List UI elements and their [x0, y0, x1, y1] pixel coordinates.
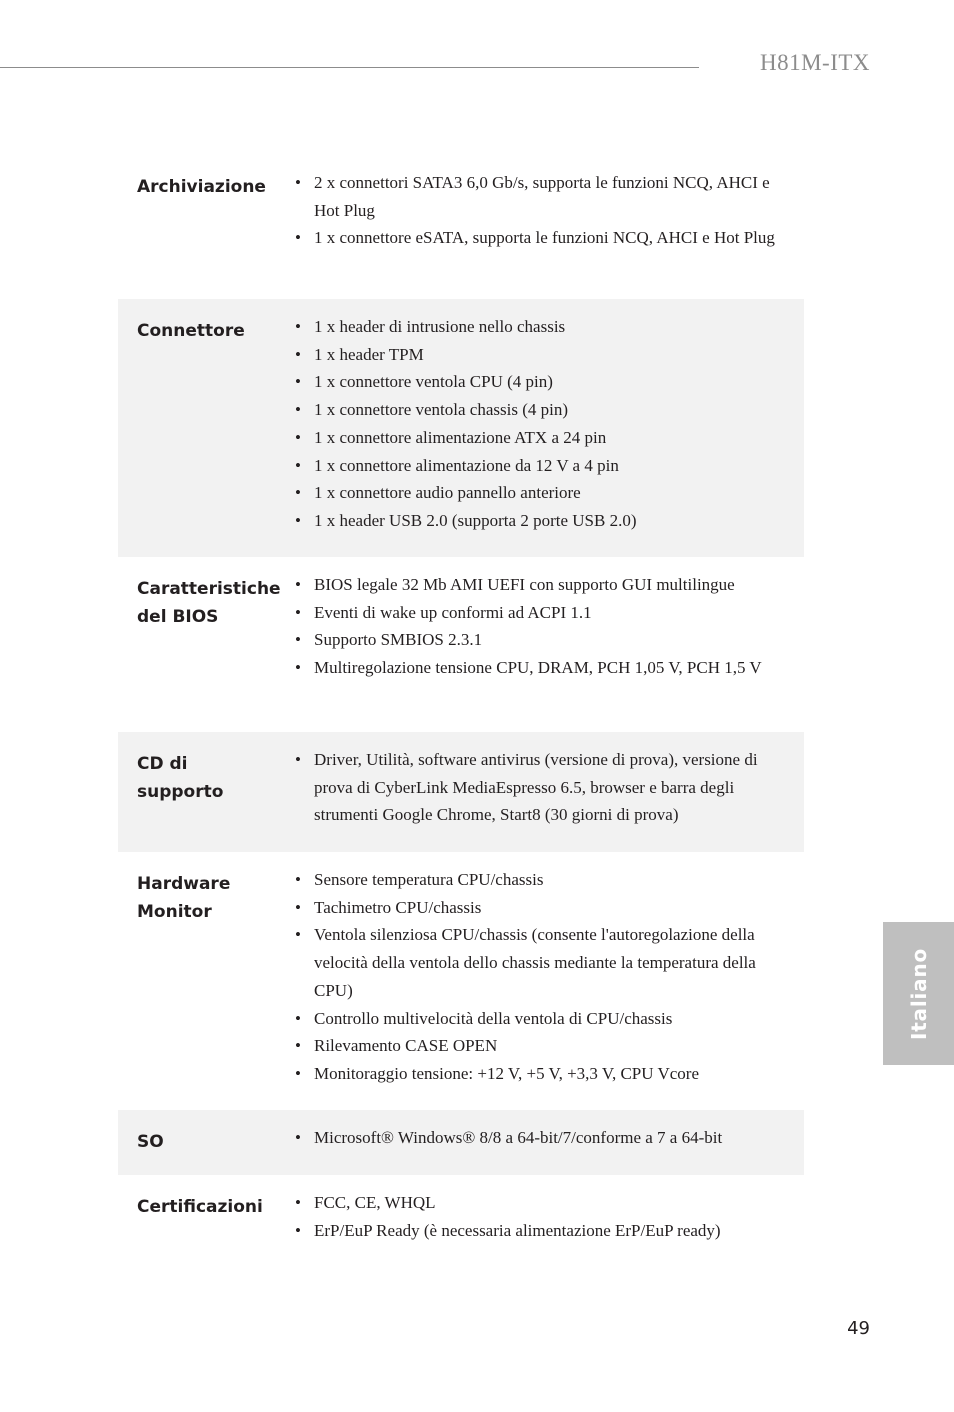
- list-item: • 2 x connettori SATA3 6,0 Gb/s, supporta le funzioni NCQ, AHCI e Hot Plug: [295, 169, 784, 224]
- spec-row-archiviazione: [118, 155, 804, 299]
- spec-label-line: Archiviazione: [137, 177, 266, 197]
- list-item: • Controllo multivelocità della ventola di CPU/chassis: [295, 1005, 784, 1033]
- spec-label-line: Monitor: [137, 902, 212, 922]
- list-item: • 1 x header USB 2.0 (supporta 2 porte USB 2.0): [295, 507, 784, 535]
- spec-list: [295, 169, 784, 252]
- list-item: • Eventi di wake up conformi ad ACPI 1.1: [295, 599, 784, 627]
- header-title: H81M-ITX: [760, 50, 871, 75]
- spec-list: [295, 571, 784, 682]
- spec-list: [295, 866, 784, 1088]
- list-item: • Sensore temperatura CPU/chassis: [295, 866, 784, 894]
- spec-label-line: Hardware: [137, 874, 231, 894]
- spec-content: [276, 852, 804, 1110]
- list-item: • 1 x connettore audio pannello anteriore: [295, 479, 784, 507]
- spec-label-line: CD di: [137, 754, 188, 774]
- list-item: • 1 x connettore alimentazione ATX a 24 pin: [295, 424, 784, 452]
- spec-label: [118, 299, 276, 557]
- spec-list: [295, 1124, 784, 1152]
- spec-row-hardware-monitor: [118, 852, 804, 1110]
- spec-content: [276, 732, 804, 852]
- list-item: • BIOS legale 32 Mb AMI UEFI con supporto GUI multilingue: [295, 571, 784, 599]
- spec-content: [276, 557, 804, 732]
- list-item: • 1 x connettore ventola chassis (4 pin): [295, 396, 784, 424]
- spec-row-connettore: [118, 299, 804, 557]
- list-item: • 1 x connettore ventola CPU (4 pin): [295, 368, 784, 396]
- spec-label-line: Caratteristiche: [137, 579, 281, 599]
- spec-label-line: supporto: [137, 782, 224, 802]
- spec-label-line: Certificazioni: [137, 1197, 263, 1217]
- spec-list: [295, 746, 784, 829]
- spec-row-so: [118, 1110, 804, 1175]
- list-item: • 1 x connettore eSATA, supporta le funzioni NCQ, AHCI e Hot Plug: [295, 224, 784, 252]
- list-item: • Monitoraggio tensione: +12 V, +5 V, +3,3 V, CPU Vcore: [295, 1060, 784, 1088]
- spec-content: [276, 155, 804, 299]
- list-item: • Driver, Utilità, software antivirus (versione di prova), versione di prova di CyberLink MediaEspresso 6.5, browser e barra degli strumenti Google Chrome, Start8 (30 giorni di prova): [295, 746, 784, 829]
- spec-row-cd-supporto: [118, 732, 804, 852]
- spec-label: [118, 155, 276, 299]
- header-rule: [0, 67, 699, 68]
- list-item: • Supporto SMBIOS 2.3.1: [295, 626, 784, 654]
- spec-row-bios: [118, 557, 804, 732]
- list-item: • Microsoft® Windows® 8/8 a 64-bit/7/conforme a 7 a 64-bit: [295, 1124, 784, 1152]
- language-side-tab-label: Italiano: [906, 947, 931, 1040]
- spec-content: [276, 299, 804, 557]
- spec-label: [118, 1110, 276, 1175]
- list-item: • 1 x header di intrusione nello chassis: [295, 313, 784, 341]
- list-item: • 1 x connettore alimentazione da 12 V a 4 pin: [295, 452, 784, 480]
- spec-label-line: del BIOS: [137, 607, 219, 627]
- spec-label-line: Connettore: [137, 321, 245, 341]
- list-item: • ErP/EuP Ready (è necessaria alimentazione ErP/EuP ready): [295, 1217, 784, 1245]
- spec-list: [295, 313, 784, 535]
- spec-label-line: SO: [137, 1132, 164, 1152]
- list-item: • FCC, CE, WHQL: [295, 1189, 784, 1217]
- list-item: • Tachimetro CPU/chassis: [295, 894, 784, 922]
- page-number: 49: [847, 1318, 870, 1339]
- spec-label: [118, 852, 276, 1110]
- spec-label: [118, 1175, 276, 1267]
- list-item: • Multiregolazione tensione CPU, DRAM, PCH 1,05 V, PCH 1,5 V: [295, 654, 784, 682]
- spec-label: [118, 732, 276, 852]
- spec-list: [295, 1189, 784, 1244]
- spec-label: [118, 557, 281, 732]
- spec-content: [276, 1175, 804, 1267]
- spec-content: [276, 1110, 804, 1175]
- spec-table: [118, 155, 804, 1267]
- spec-row-certificazioni: [118, 1175, 804, 1267]
- list-item: • Ventola silenziosa CPU/chassis (consente l'autoregolazione della velocità della ventola dello chassis mediante la temperatura della CPU): [295, 921, 784, 1004]
- language-side-tab: [883, 922, 954, 1065]
- list-item: • 1 x header TPM: [295, 341, 784, 369]
- list-item: • Rilevamento CASE OPEN: [295, 1032, 784, 1060]
